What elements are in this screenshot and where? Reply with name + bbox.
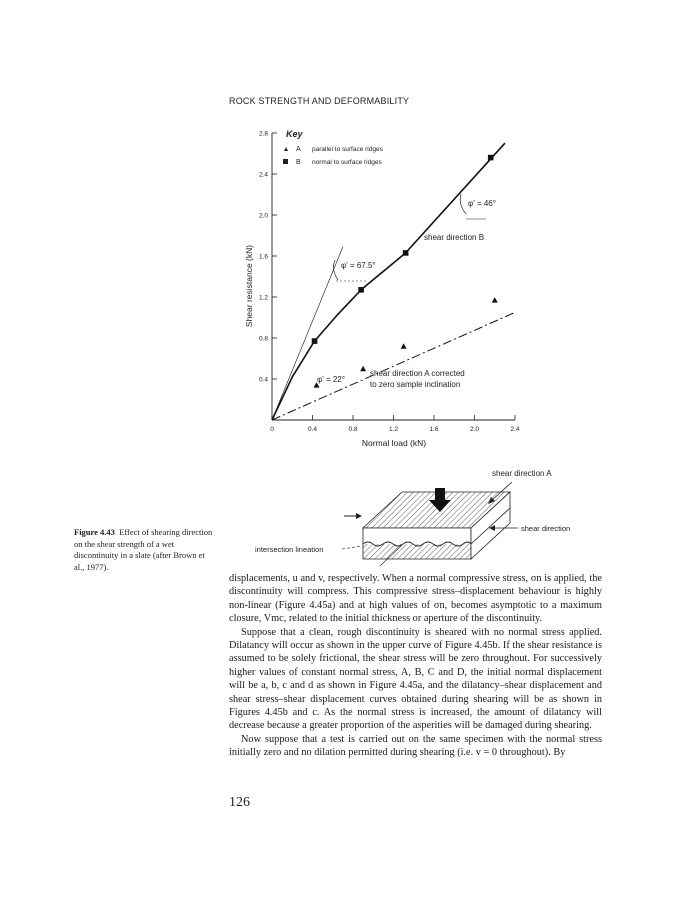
x-tick-label: 0.4 bbox=[307, 426, 318, 433]
shear-direction-a-diagram-label: shear direction A bbox=[492, 469, 552, 478]
key-a-label: parallel to surface ridges bbox=[312, 146, 383, 153]
y-tick-label: 1.6 bbox=[258, 253, 268, 261]
intersection-lineation-label: intersection lineation bbox=[255, 545, 324, 554]
shear-direction-a-label-1: shear direction A corrected bbox=[370, 369, 465, 378]
shear-direction-label: shear direction bbox=[521, 524, 571, 533]
y-tick-label: 2.8 bbox=[258, 130, 268, 138]
shear-direction-a-label-2: to zero sample inclination bbox=[370, 380, 461, 389]
x-tick-label: 0.8 bbox=[348, 426, 358, 433]
x-tick-label: 2.4 bbox=[510, 426, 520, 433]
x-axis-label: Normal load (kN) bbox=[361, 438, 427, 448]
x-tick-label: 2.0 bbox=[469, 426, 480, 433]
figure-caption bbox=[74, 527, 214, 573]
y-tick-label: 0.4 bbox=[258, 376, 268, 384]
y-tick-label: 0.8 bbox=[258, 335, 268, 343]
x-tick-label: 0 bbox=[270, 426, 274, 433]
phi-initial-label: φ' = 67.5° bbox=[341, 261, 376, 270]
body-text bbox=[229, 572, 602, 760]
shear-left-arrowhead-icon bbox=[356, 513, 362, 519]
y-tick-label: 2.4 bbox=[258, 171, 268, 179]
x-tick-label: 1.6 bbox=[429, 426, 439, 433]
figure-label: Figure 4.43 bbox=[74, 527, 115, 537]
paragraph-1: displacements, u and v, respectively. When a normal compressive stress, σn is applied, the discontinuity will compress. This compressive stress–displacement behaviour is highly non-linear (Figure 4.45a) and at high values of σn, becomes asymptotic to a maximum closure, Vmc, related to the initial thickness or aperture of the discontinuity. bbox=[229, 573, 602, 625]
running-header: ROCK STRENGTH AND DEFORMABILITY bbox=[229, 96, 410, 106]
shear-direction-b-label: shear direction B bbox=[424, 233, 485, 242]
key-b-label: normal to surface ridges bbox=[312, 159, 382, 166]
phi-b-label: φ' = 46° bbox=[468, 199, 496, 208]
paragraph-2: Suppose that a clean, rough discontinuity is sheared with no normal stress applied. Dilatancy will occur as shown in the upper curve of Figure 4.45b. If the shear resistance is assumed to be solely frictional, the shear stress will be zero throughout. For successively higher values of constant normal stress, A, B, C and D, the initial normal displacement will be a, b, c and d as shown in Figure 4.45a, and the dilatancy–shear displacement and shear stress–shear displacement curves obtained during shearing will be as shown in Figures 4.45b and c. As the normal stress is increased, the amount of dilatancy will decrease because a greater proportion of the asperities will be damaged during shearing. bbox=[229, 626, 602, 732]
key-b-letter: B bbox=[296, 159, 301, 166]
lineation-leader bbox=[342, 546, 362, 549]
phi-a-label: φ' = 22° bbox=[317, 375, 345, 384]
y-tick-label: 1.2 bbox=[258, 294, 268, 302]
x-tick-label: 1.2 bbox=[388, 426, 399, 433]
page-number: 126 bbox=[229, 795, 250, 810]
key-title: Key bbox=[286, 129, 303, 139]
y-axis-label: Shear resistance (kN) bbox=[244, 244, 254, 328]
y-tick-label: 2.0 bbox=[258, 212, 268, 220]
key-a-letter: A bbox=[296, 146, 301, 153]
figure-caption-text: Effect of shearing direction on the shear strength of a wet discontinuity in a slate (after Brown et al., 1977). bbox=[74, 527, 213, 572]
paragraph-3: Now suppose that a test is carried out on the same specimen with the normal stress initially zero and no dilation permitted during shearing (i.e. v = 0 throughout). By bbox=[229, 733, 602, 759]
